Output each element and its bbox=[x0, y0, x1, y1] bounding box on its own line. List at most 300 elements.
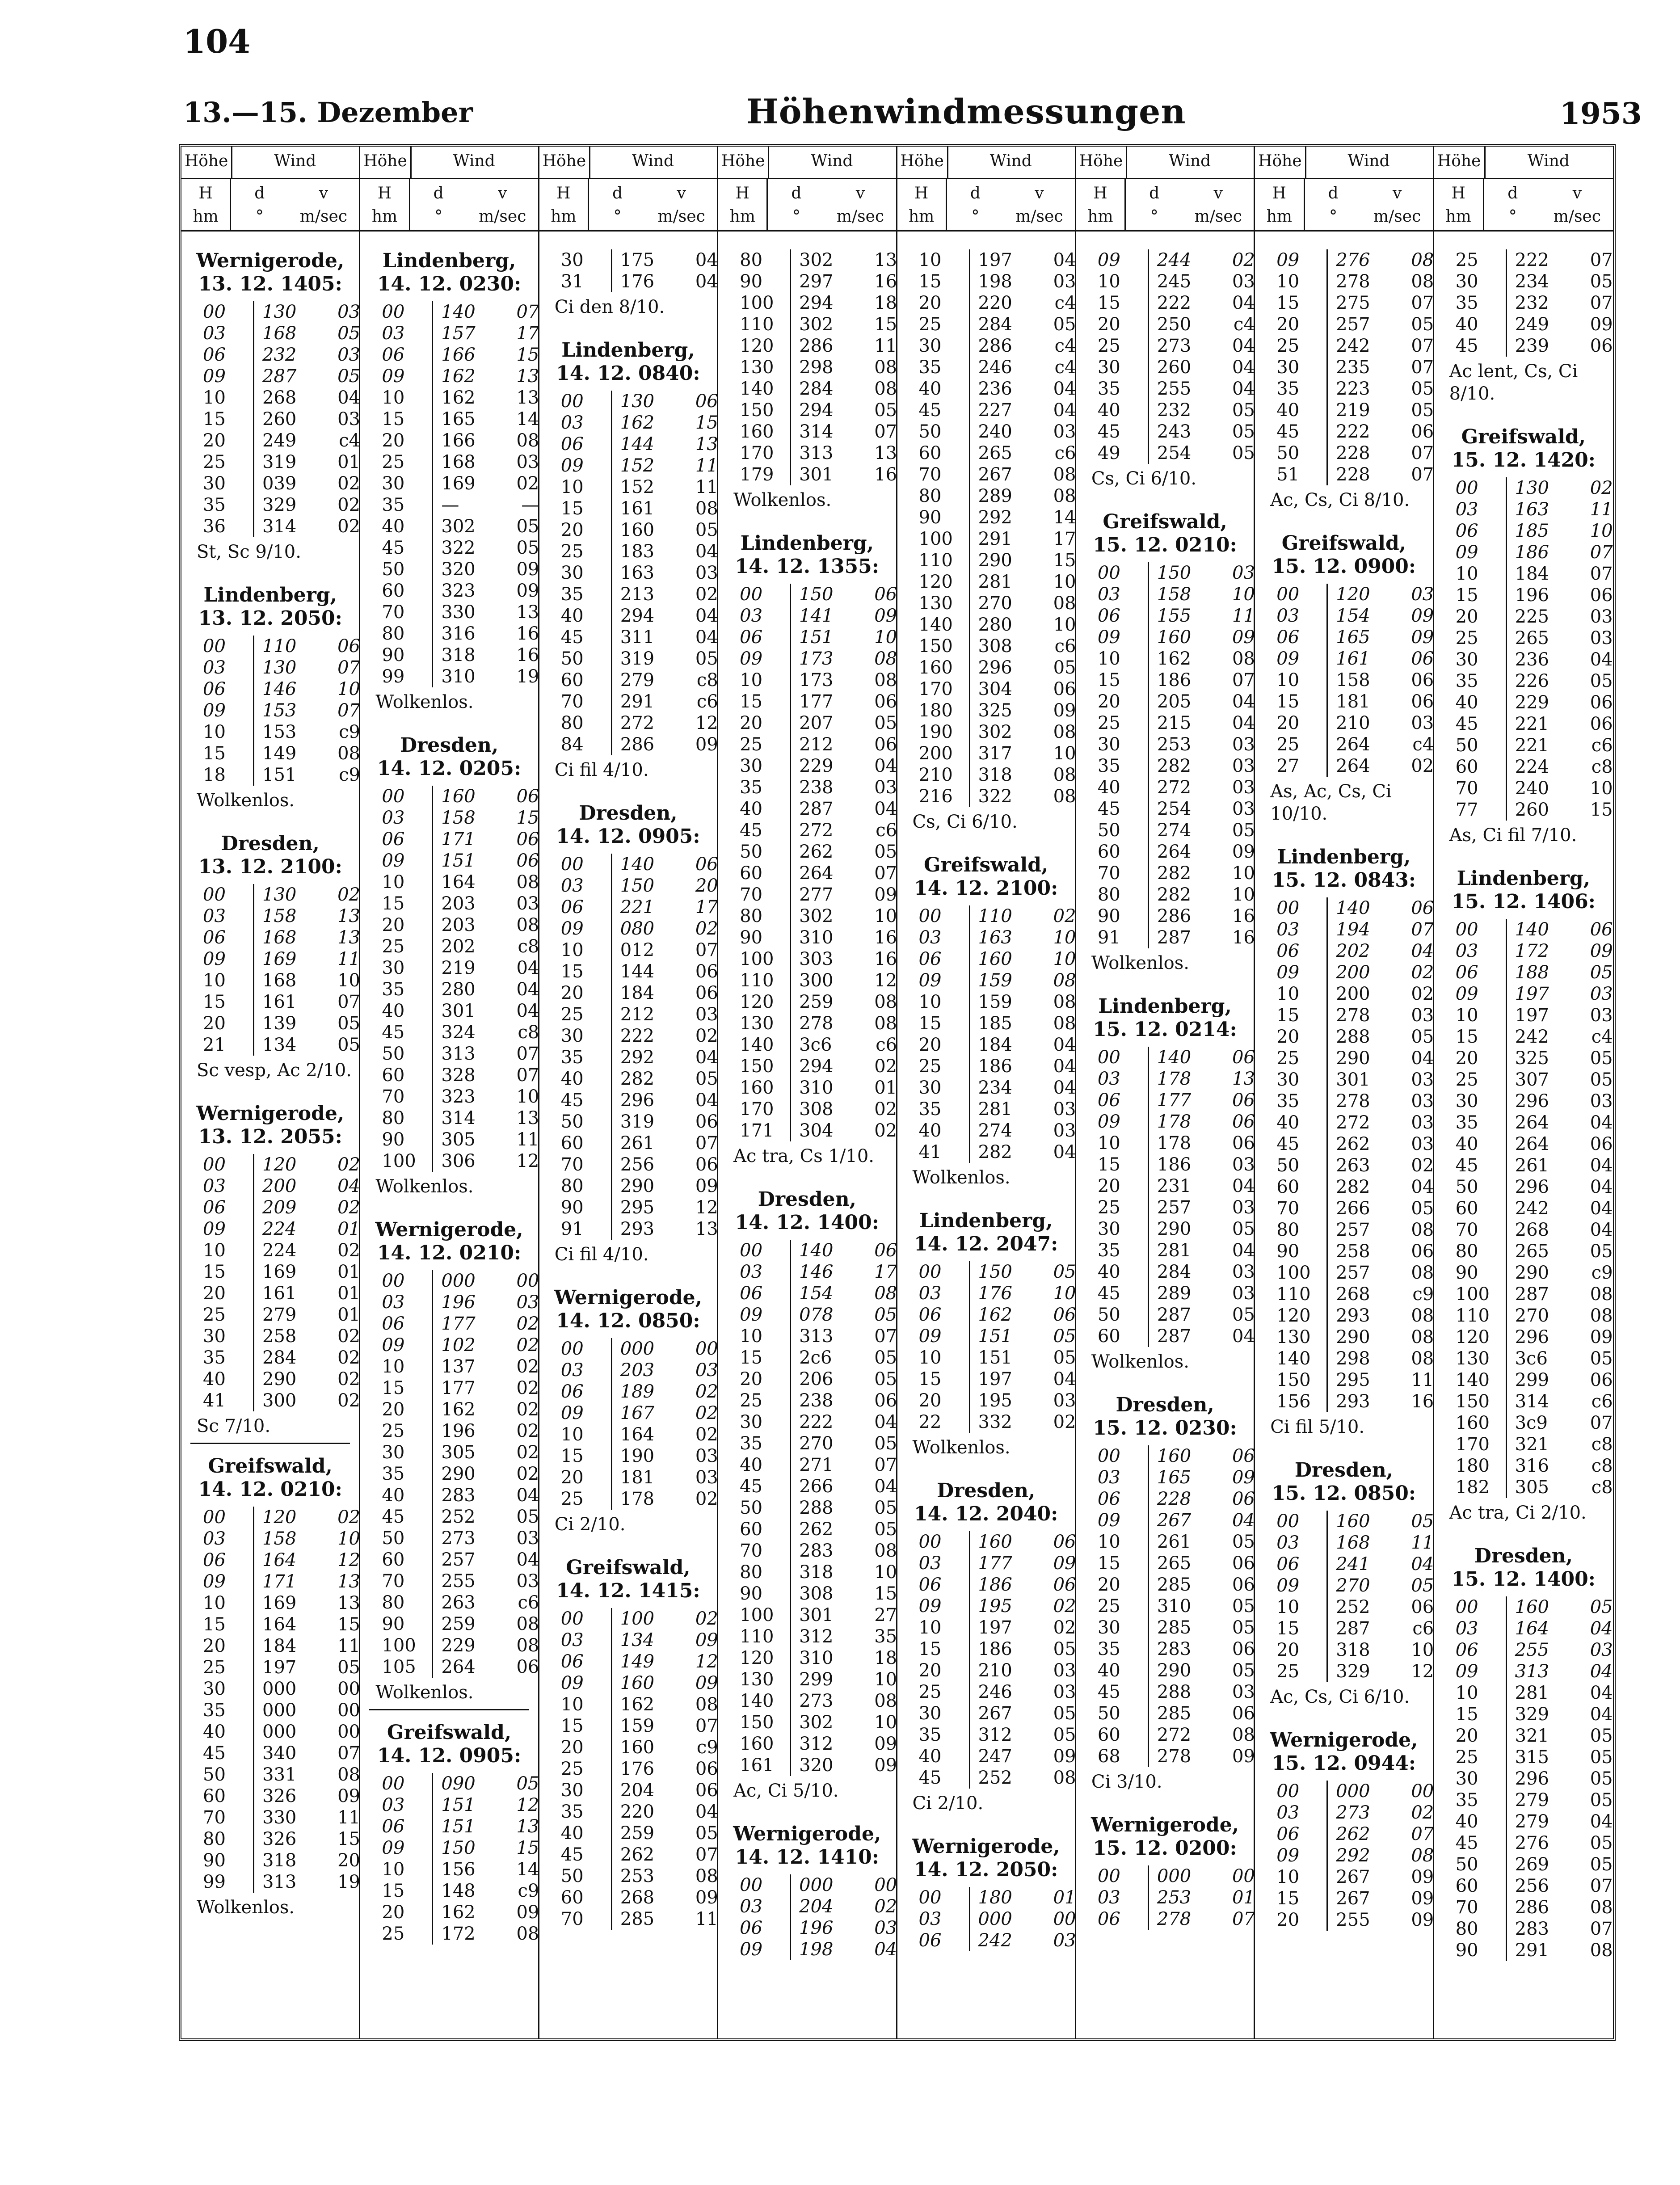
direction-cell: 296 bbox=[1506, 1090, 1564, 1112]
direction-cell: 158 bbox=[253, 1528, 312, 1549]
block-separator bbox=[539, 1271, 717, 1286]
height-cell: 90 bbox=[1455, 1263, 1478, 1283]
data-row bbox=[1076, 1467, 1254, 1488]
height-cell: 20 bbox=[1276, 1910, 1300, 1930]
cloud-note: Wolkenlos. bbox=[733, 490, 832, 510]
header-hoehe: Höhe bbox=[181, 147, 232, 178]
height-cell: 20 bbox=[560, 1737, 584, 1758]
cloud-note: Wolkenlos. bbox=[197, 790, 295, 811]
height-cell: 03 bbox=[918, 1283, 942, 1304]
speed-cell: 08 bbox=[1053, 970, 1076, 991]
speed-cell: 03 bbox=[516, 893, 539, 914]
height-cell: 40 bbox=[1455, 314, 1478, 335]
header-v-msec bbox=[1541, 179, 1613, 231]
speed-cell: 14 bbox=[516, 1859, 539, 1880]
station-time: 14. 12. 2050: bbox=[914, 1858, 1058, 1881]
data-row bbox=[1076, 841, 1254, 863]
speed-cell: 03 bbox=[1411, 584, 1434, 605]
height-cell: 60 bbox=[1455, 757, 1478, 777]
height-cell: 45 bbox=[1276, 421, 1300, 442]
direction-cell: 314 bbox=[1506, 1391, 1564, 1412]
height-cell: 70 bbox=[1455, 1897, 1478, 1918]
direction-cell: 144 bbox=[611, 961, 669, 982]
speed-cell: 06 bbox=[1411, 648, 1434, 669]
data-row bbox=[181, 1304, 359, 1326]
data-row bbox=[1076, 1068, 1254, 1090]
direction-cell: 267 bbox=[1326, 1888, 1385, 1909]
speed-cell: 08 bbox=[874, 670, 897, 690]
height-cell: 18 bbox=[203, 765, 226, 785]
direction-cell: 232 bbox=[1148, 400, 1206, 421]
direction-cell: 285 bbox=[611, 1908, 669, 1930]
data-row bbox=[360, 1570, 538, 1592]
direction-cell: 268 bbox=[253, 387, 312, 408]
data-row bbox=[1434, 1069, 1613, 1090]
header-hoehe: Höhe bbox=[718, 147, 769, 178]
data-row bbox=[1434, 1918, 1613, 1940]
speed-cell: 03 bbox=[1411, 1069, 1434, 1090]
direction-cell: 165 bbox=[432, 408, 490, 430]
direction-cell: 312 bbox=[790, 1733, 848, 1755]
height-cell: 15 bbox=[382, 409, 405, 429]
speed-cell: 08 bbox=[1053, 992, 1076, 1012]
direction-cell: 285 bbox=[1148, 1703, 1206, 1724]
data-row bbox=[181, 991, 359, 1013]
table-column bbox=[1255, 147, 1434, 2038]
data-row bbox=[1076, 712, 1254, 734]
height-cell: 70 bbox=[382, 602, 405, 623]
station-name: Greifswald, bbox=[924, 854, 1048, 876]
header-msec: m/sec bbox=[299, 207, 347, 226]
data-row bbox=[360, 1794, 538, 1816]
height-cell: 06 bbox=[918, 949, 942, 969]
data-row bbox=[1076, 777, 1254, 798]
speed-cell: 16 bbox=[1232, 927, 1255, 948]
height-cell: 10 bbox=[203, 970, 226, 991]
station-time: 15. 12. 0214: bbox=[1093, 1018, 1237, 1041]
height-cell: 20 bbox=[1276, 1027, 1300, 1047]
data-row bbox=[360, 301, 538, 323]
data-row bbox=[897, 1553, 1075, 1574]
data-row bbox=[1434, 477, 1613, 499]
height-cell: 80 bbox=[1455, 1241, 1478, 1262]
height-cell: 06 bbox=[203, 345, 226, 365]
speed-cell: c9 bbox=[339, 765, 360, 785]
speed-cell: 02 bbox=[516, 1442, 539, 1463]
header-h-hm bbox=[539, 179, 589, 231]
height-cell: 15 bbox=[1097, 293, 1120, 313]
direction-cell: 260 bbox=[253, 408, 312, 430]
direction-cell: 302 bbox=[790, 314, 848, 335]
data-row bbox=[1434, 1661, 1613, 1682]
direction-cell: 151 bbox=[969, 1347, 1027, 1368]
height-cell: 25 bbox=[1097, 1596, 1120, 1617]
direction-cell: 232 bbox=[1506, 292, 1564, 314]
speed-cell: 04 bbox=[874, 1939, 897, 1960]
direction-cell: 262 bbox=[611, 1844, 669, 1865]
height-cell: 09 bbox=[740, 1939, 763, 1960]
data-row bbox=[718, 734, 896, 755]
data-row bbox=[539, 1047, 717, 1068]
data-row bbox=[897, 421, 1075, 442]
data-row bbox=[360, 623, 538, 644]
height-cell: 110 bbox=[918, 550, 953, 571]
speed-cell: 06 bbox=[1232, 1090, 1255, 1111]
data-row bbox=[1076, 1887, 1254, 1908]
direction-cell: 212 bbox=[611, 1004, 669, 1025]
speed-cell: 18 bbox=[874, 293, 897, 313]
speed-cell: 05 bbox=[1232, 1617, 1255, 1638]
direction-cell: 293 bbox=[1326, 1391, 1385, 1412]
speed-cell: 06 bbox=[1411, 421, 1434, 442]
direction-cell: 152 bbox=[611, 455, 669, 476]
height-cell: 25 bbox=[1097, 713, 1120, 733]
direction-cell: 181 bbox=[1326, 691, 1385, 712]
speed-cell: 08 bbox=[516, 1924, 539, 1944]
height-cell: 00 bbox=[918, 1532, 942, 1552]
speed-cell: 05 bbox=[1232, 400, 1255, 421]
direction-cell: 177 bbox=[1148, 1090, 1206, 1111]
direction-cell: 231 bbox=[1148, 1175, 1206, 1197]
block-separator bbox=[1255, 1713, 1432, 1729]
height-cell: 60 bbox=[1097, 1326, 1120, 1347]
cloud-note: Ci fil 5/10. bbox=[1270, 1417, 1365, 1437]
direction-cell: 178 bbox=[1148, 1111, 1206, 1132]
height-cell: 140 bbox=[1455, 1370, 1490, 1390]
header-hm: hm bbox=[908, 207, 935, 226]
speed-cell: 05 bbox=[695, 648, 718, 669]
speed-cell: 02 bbox=[337, 884, 360, 905]
header-v: v bbox=[1035, 184, 1044, 202]
block-separator bbox=[181, 568, 359, 584]
direction-cell: 255 bbox=[1326, 1909, 1385, 1931]
cloud-note: Ac, Cs, Ci 6/10. bbox=[1270, 1687, 1410, 1707]
block-separator bbox=[1076, 980, 1254, 995]
height-cell: 09 bbox=[1097, 1510, 1120, 1531]
station-block bbox=[718, 1823, 896, 1960]
speed-cell: 10 bbox=[874, 627, 897, 648]
height-cell: 25 bbox=[740, 1390, 763, 1411]
data-row bbox=[718, 357, 896, 378]
data-row bbox=[718, 1669, 896, 1690]
speed-cell: 03 bbox=[1053, 1660, 1076, 1681]
speed-cell: 03 bbox=[1232, 1262, 1255, 1282]
direction-cell: 194 bbox=[1326, 919, 1385, 940]
direction-cell: 221 bbox=[1506, 713, 1564, 735]
data-row bbox=[1255, 378, 1432, 400]
data-row bbox=[1434, 962, 1613, 983]
speed-cell: 05 bbox=[1590, 1833, 1613, 1853]
header-h: H bbox=[1093, 184, 1107, 202]
speed-cell: 02 bbox=[1411, 984, 1434, 1004]
speed-cell: 05 bbox=[516, 1773, 539, 1794]
direction-cell: 262 bbox=[1326, 1133, 1385, 1155]
data-row bbox=[181, 1507, 359, 1528]
height-cell: 50 bbox=[560, 648, 584, 669]
height-cell: 150 bbox=[1276, 1370, 1311, 1390]
station-time: 15. 12. 0210: bbox=[1093, 534, 1237, 556]
direction-cell: 303 bbox=[790, 948, 848, 970]
height-cell: 06 bbox=[382, 1314, 405, 1334]
header-hm: hm bbox=[729, 207, 755, 226]
height-cell: 182 bbox=[1455, 1477, 1490, 1498]
data-row bbox=[1434, 1854, 1613, 1875]
speed-cell: 07 bbox=[1590, 542, 1613, 563]
column-header bbox=[897, 147, 1075, 232]
speed-cell: 02 bbox=[695, 1608, 718, 1629]
header-v-msec bbox=[825, 179, 896, 231]
height-cell: 170 bbox=[740, 1099, 774, 1120]
height-cell: 50 bbox=[382, 1044, 405, 1064]
direction-cell: 159 bbox=[969, 970, 1027, 991]
data-row bbox=[718, 1120, 896, 1141]
speed-cell: 07 bbox=[516, 302, 539, 322]
station-time: 14. 12. 2047: bbox=[914, 1233, 1058, 1255]
direction-cell: 278 bbox=[1326, 1005, 1385, 1026]
height-cell: 06 bbox=[918, 1305, 942, 1325]
header-v-msec bbox=[288, 179, 359, 231]
speed-cell: 05 bbox=[874, 713, 897, 733]
speed-cell: 07 bbox=[1411, 464, 1434, 485]
data-row bbox=[897, 357, 1075, 378]
header-hoehe: Höhe bbox=[1434, 147, 1486, 178]
data-row bbox=[1255, 335, 1432, 357]
height-cell: 06 bbox=[1276, 627, 1300, 648]
speed-cell: 18 bbox=[874, 1648, 897, 1668]
data-row bbox=[718, 1034, 896, 1056]
data-row bbox=[1255, 983, 1432, 1005]
direction-cell: 169 bbox=[253, 948, 312, 970]
height-cell: 20 bbox=[1097, 691, 1120, 712]
direction-cell: 310 bbox=[790, 1647, 848, 1669]
height-cell: 35 bbox=[1276, 1091, 1300, 1111]
data-row bbox=[181, 1218, 359, 1240]
height-cell: 77 bbox=[1455, 800, 1478, 820]
height-cell: 45 bbox=[918, 400, 942, 421]
speed-cell: c6 bbox=[876, 820, 897, 841]
speed-cell: 05 bbox=[1053, 1703, 1076, 1724]
speed-cell: 13 bbox=[337, 927, 360, 948]
direction-cell: 264 bbox=[790, 863, 848, 884]
header-d-deg bbox=[947, 179, 1004, 231]
block-separator bbox=[1076, 495, 1254, 510]
data-row bbox=[897, 657, 1075, 678]
data-row bbox=[539, 669, 717, 691]
speed-cell: 10 bbox=[874, 1562, 897, 1583]
speed-cell: 05 bbox=[337, 1657, 360, 1678]
height-cell: 170 bbox=[740, 443, 774, 463]
speed-cell: 05 bbox=[874, 1433, 897, 1454]
station-block bbox=[1434, 1545, 1613, 1961]
height-cell: 50 bbox=[1097, 1703, 1120, 1724]
direction-cell: 195 bbox=[969, 1390, 1027, 1411]
data-row bbox=[1076, 400, 1254, 421]
data-row bbox=[718, 1497, 896, 1519]
height-cell: 110 bbox=[1455, 1305, 1490, 1326]
speed-cell: 11 bbox=[874, 336, 897, 356]
data-row bbox=[897, 1261, 1075, 1283]
height-cell: 40 bbox=[918, 379, 942, 399]
data-row bbox=[539, 1672, 717, 1694]
direction-cell: 221 bbox=[611, 897, 669, 918]
height-cell: 40 bbox=[740, 799, 763, 819]
height-cell: 20 bbox=[203, 430, 226, 451]
header-deg: ° bbox=[1508, 207, 1517, 226]
height-cell: 25 bbox=[1276, 336, 1300, 356]
station-time: 13. 12. 2055: bbox=[198, 1125, 342, 1148]
station-time: 14. 12. 2040: bbox=[914, 1503, 1058, 1525]
direction-cell: 2c6 bbox=[790, 1347, 848, 1368]
direction-cell: 241 bbox=[1326, 1553, 1385, 1575]
direction-cell: 012 bbox=[611, 939, 669, 961]
station-time: 13. 12. 2100: bbox=[198, 855, 342, 878]
direction-cell: 150 bbox=[790, 584, 848, 605]
data-row bbox=[718, 605, 896, 627]
height-cell: 09 bbox=[382, 366, 405, 387]
direction-cell: 275 bbox=[1326, 292, 1385, 314]
height-cell: 35 bbox=[560, 1047, 584, 1068]
data-row bbox=[1255, 292, 1432, 314]
speed-cell: 16 bbox=[1232, 906, 1255, 926]
direction-cell: 296 bbox=[1506, 1768, 1564, 1789]
speed-cell: 08 bbox=[874, 379, 897, 399]
direction-cell: 276 bbox=[1506, 1832, 1564, 1854]
data-row bbox=[1434, 1434, 1613, 1455]
height-cell: 100 bbox=[740, 1605, 774, 1625]
speed-cell: 09 bbox=[1411, 1888, 1434, 1909]
height-cell: 105 bbox=[382, 1657, 416, 1677]
direction-cell: 325 bbox=[1506, 1048, 1564, 1069]
direction-cell: 000 bbox=[432, 1270, 490, 1292]
speed-cell: 03 bbox=[1232, 756, 1255, 776]
header-row-top bbox=[1255, 147, 1432, 179]
direction-cell: 164 bbox=[432, 871, 490, 893]
station-block bbox=[718, 249, 896, 511]
header-row-units bbox=[1076, 179, 1254, 231]
height-cell: 80 bbox=[1276, 1220, 1300, 1240]
data-row bbox=[1076, 1111, 1254, 1132]
direction-cell: 153 bbox=[253, 721, 312, 743]
data-row bbox=[539, 271, 717, 292]
header-row-units bbox=[360, 179, 538, 231]
direction-cell: 185 bbox=[969, 1013, 1027, 1034]
speed-cell: 07 bbox=[874, 1455, 897, 1475]
height-cell: 25 bbox=[1455, 1069, 1478, 1090]
direction-cell: 268 bbox=[1506, 1219, 1564, 1241]
station-name: Wernigerode, bbox=[733, 1823, 881, 1845]
data-row bbox=[539, 691, 717, 712]
direction-cell: 259 bbox=[611, 1823, 669, 1844]
speed-cell: 07 bbox=[695, 1133, 718, 1154]
direction-cell: 000 bbox=[253, 1700, 312, 1721]
height-cell: 03 bbox=[382, 1292, 405, 1313]
header-deg: ° bbox=[613, 207, 622, 226]
direction-cell: 290 bbox=[1506, 1262, 1564, 1284]
station-block bbox=[539, 339, 717, 781]
height-cell: 70 bbox=[1097, 863, 1120, 884]
station-block bbox=[1434, 867, 1613, 1524]
data-row bbox=[181, 743, 359, 764]
header-hm: hm bbox=[551, 207, 577, 226]
cloud-note: Wolkenlos. bbox=[375, 692, 474, 712]
direction-cell: 265 bbox=[969, 442, 1027, 464]
direction-cell: 321 bbox=[1506, 1725, 1564, 1747]
height-cell: 30 bbox=[740, 1412, 763, 1432]
direction-cell: 158 bbox=[1326, 669, 1385, 691]
direction-cell: 295 bbox=[1326, 1369, 1385, 1391]
speed-cell: 01 bbox=[1232, 1887, 1255, 1908]
speed-cell: 02 bbox=[1411, 1802, 1434, 1823]
speed-cell: 35 bbox=[874, 1626, 897, 1647]
speed-cell: 03 bbox=[1590, 628, 1613, 648]
direction-cell: 308 bbox=[790, 1583, 848, 1604]
direction-cell: 186 bbox=[969, 1056, 1027, 1077]
speed-cell: 02 bbox=[337, 1390, 360, 1411]
height-cell: 70 bbox=[560, 691, 584, 712]
direction-cell: 181 bbox=[611, 1467, 669, 1488]
block-separator bbox=[181, 817, 359, 832]
height-cell: 40 bbox=[382, 1485, 405, 1506]
header-msec: m/sec bbox=[657, 207, 705, 226]
data-row bbox=[539, 1488, 717, 1510]
speed-cell: 04 bbox=[1411, 941, 1434, 961]
height-cell: 40 bbox=[1097, 1660, 1120, 1681]
speed-cell: 00 bbox=[337, 1679, 360, 1699]
data-row bbox=[1255, 464, 1432, 485]
direction-cell: 169 bbox=[432, 473, 490, 494]
data-row bbox=[360, 829, 538, 850]
height-cell: 25 bbox=[203, 452, 226, 472]
direction-cell: 223 bbox=[1326, 378, 1385, 400]
data-row bbox=[539, 1338, 717, 1360]
direction-cell: 266 bbox=[1326, 1198, 1385, 1219]
station-name: Lindenberg, bbox=[382, 249, 516, 272]
height-cell: 150 bbox=[918, 636, 953, 657]
block-separator bbox=[718, 1173, 896, 1188]
direction-cell: 302 bbox=[432, 516, 490, 537]
speed-cell: 05 bbox=[1053, 1326, 1076, 1347]
speed-cell: 11 bbox=[1590, 499, 1613, 520]
speed-cell: 09 bbox=[874, 606, 897, 626]
direction-cell: 222 bbox=[790, 1411, 848, 1433]
height-cell: 09 bbox=[1276, 648, 1300, 669]
height-cell: 50 bbox=[382, 559, 405, 580]
data-row bbox=[1434, 1618, 1613, 1639]
height-cell: 110 bbox=[740, 314, 774, 335]
station-time: 14. 12. 1400: bbox=[735, 1211, 880, 1234]
direction-cell: 102 bbox=[432, 1335, 490, 1356]
speed-cell: 07 bbox=[874, 421, 897, 442]
column-body bbox=[1076, 249, 1254, 1930]
speed-cell: c9 bbox=[696, 1737, 718, 1758]
direction-cell: 298 bbox=[790, 357, 848, 378]
data-row bbox=[718, 820, 896, 841]
station-block bbox=[1255, 249, 1432, 511]
data-row bbox=[539, 1424, 717, 1445]
height-cell: 150 bbox=[740, 1056, 774, 1077]
height-cell: 15 bbox=[560, 1446, 584, 1466]
speed-cell: 10 bbox=[337, 1528, 360, 1549]
data-row bbox=[1255, 1133, 1432, 1155]
speed-cell: 05 bbox=[1411, 379, 1434, 399]
height-cell: 15 bbox=[1276, 1618, 1300, 1639]
direction-cell: 310 bbox=[790, 1077, 848, 1099]
speed-cell: 02 bbox=[874, 1120, 897, 1141]
data-row bbox=[1076, 927, 1254, 948]
direction-cell: 120 bbox=[253, 1507, 312, 1528]
data-row bbox=[1076, 1638, 1254, 1660]
speed-cell: 15 bbox=[516, 345, 539, 365]
